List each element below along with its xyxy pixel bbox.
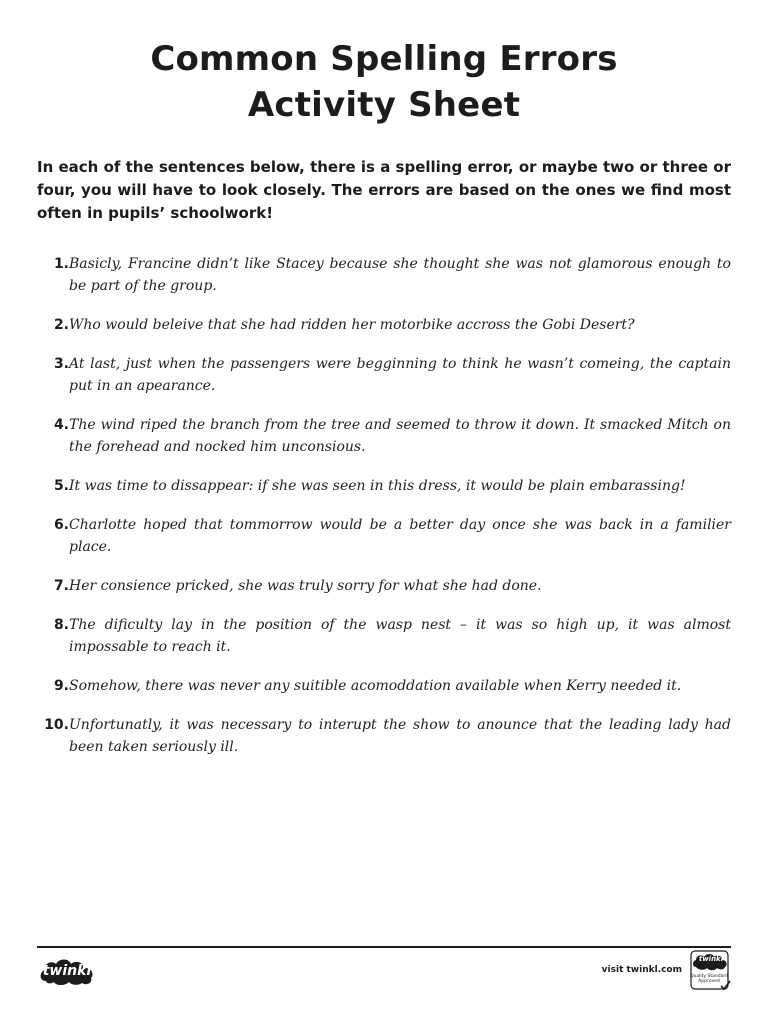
list-item bbox=[37, 475, 731, 497]
badge-caption-line-1: Quality Standard bbox=[690, 974, 728, 979]
badge-caption-line-2: Approved bbox=[698, 979, 720, 984]
item-text: Her consience pricked, she was truly sorry for what she had done. bbox=[69, 578, 542, 594]
footer-divider bbox=[37, 946, 731, 948]
badge-logo-text: twinkl bbox=[698, 955, 724, 963]
item-text: Somehow, there was never any suitible acomoddation available when Kerry needed it. bbox=[69, 678, 682, 694]
quality-standard-badge-icon bbox=[690, 950, 732, 992]
twinkl-logo-icon[interactable] bbox=[38, 955, 96, 987]
item-number: 3. bbox=[53, 356, 69, 372]
list-item bbox=[37, 253, 731, 297]
item-number: 9. bbox=[53, 678, 69, 694]
list-item bbox=[37, 675, 731, 697]
item-text: Basicly, Francine didn’t like Stacey because she thought she was not glamorous enough to be part of the group. bbox=[69, 256, 731, 294]
item-text: The wind riped the branch from the tree and seemed to throw it down. It smacked Mitch on the forehead and nocked him unconsious. bbox=[69, 417, 731, 455]
page-title bbox=[0, 36, 768, 128]
item-text: The dificulty lay in the position of the wasp nest – it was so high up, it was almost impossable to reach it. bbox=[69, 617, 731, 655]
visit-link[interactable]: visit twinkl.com bbox=[601, 965, 682, 975]
list-item bbox=[37, 514, 731, 558]
list-item bbox=[37, 614, 731, 658]
title-line-2: Activity Sheet bbox=[247, 85, 521, 125]
sentence-list bbox=[37, 253, 731, 775]
item-number: 2. bbox=[53, 317, 69, 333]
list-item bbox=[37, 353, 731, 397]
item-text: Charlotte hoped that tommorrow would be a better day once she was back in a familier place. bbox=[69, 517, 731, 555]
item-text: Who would beleive that she had ridden her motorbike accross the Gobi Desert? bbox=[69, 317, 635, 333]
item-number: 4. bbox=[53, 417, 69, 433]
item-number: 1. bbox=[53, 256, 69, 272]
badge-caption bbox=[690, 974, 728, 984]
intro-paragraph: In each of the sentences below, there is a spelling error, or maybe two or three or four, you will have to look closely. The errors are based on the ones we find most often in pupils’ schoolwork! bbox=[37, 158, 731, 222]
item-text: At last, just when the passengers were begginning to think he wasn’t comeing, the captain put in an apearance. bbox=[69, 356, 731, 394]
item-number: 6. bbox=[53, 517, 69, 533]
list-item bbox=[37, 314, 731, 336]
item-text: It was time to dissappear: if she was seen in this dress, it would be plain embarassing! bbox=[69, 478, 686, 494]
item-text: Unfortunatly, it was necessary to interupt the show to anounce that the leading lady had been taken seriously ill. bbox=[69, 717, 731, 755]
list-item bbox=[37, 714, 731, 758]
item-number: 10. bbox=[44, 717, 69, 733]
list-item bbox=[37, 575, 731, 597]
item-number: 5. bbox=[53, 478, 69, 494]
logo-text: twinkl bbox=[42, 963, 92, 979]
item-number: 8. bbox=[53, 617, 69, 633]
item-number: 7. bbox=[53, 578, 69, 594]
title-line-1: Common Spelling Errors bbox=[150, 39, 618, 79]
list-item bbox=[37, 414, 731, 458]
